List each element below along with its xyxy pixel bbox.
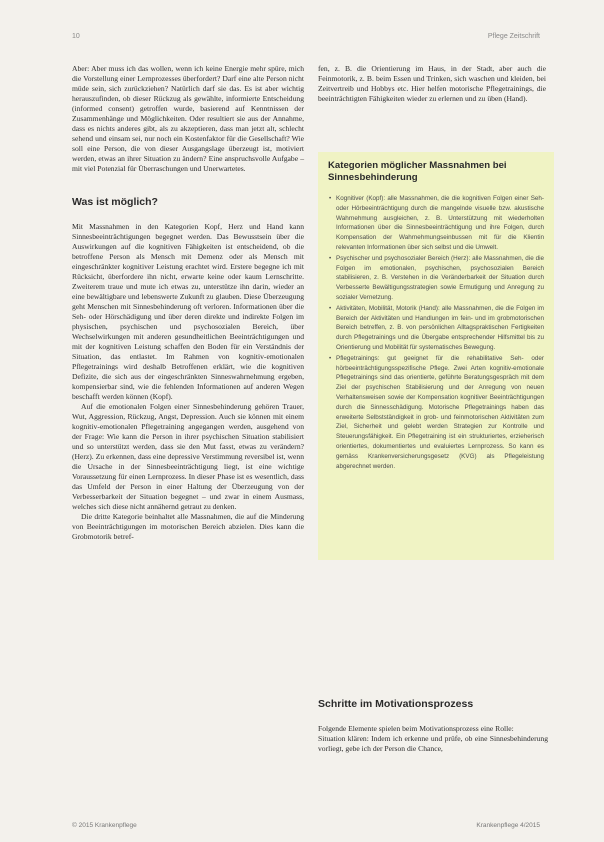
body-paragraph: Situation klären: Indem ich erkenne und prüfe, ob eine Sinnesbehinderung vorliegt, gebe ich der Person die Chance, xyxy=(318,734,548,753)
body-paragraph: Die dritte Kategorie beinhaltet alle Massnahmen, die auf die Minderung von Beeinträchtigungen im motorischen Bereich abzielen. Dies kann die Grobmotorik betref- xyxy=(72,512,304,541)
motivation-section xyxy=(318,698,548,754)
right-column xyxy=(318,64,546,104)
list-item: • Pflegetrainings: gut geeignet für die rehabilitative Seh- oder hörbeeinträchtigungsspezifische Pflege. Zwei Arten kognitiv-emotionale Pflegetrainings sind das orientierte, geführte Beratungsgespräch mit dem Ziel der psychischen Stabilisierung und der Anregung von neuen Verhaltensweisen sowie der Kompensation kognitiver Beeinträchtigungen durch die Sinnesschädigung. Motorische Pflegetrainings haben das erweiterte Selbstständigkeit in grob- und feinmotorischen Aktivitäten zum Ziel, Sicherheit und gelebt werden Strategien zur Kontrolle und Steuerungsfähigkeit. Ein Pflegetraining ist ein strukturiertes, erzieherisch orientiertes, dokumentiertes und evaluiertes Lernprozess. So kann es gemäss Krankenversicherungsgesetz (KVG) als Pflegeleistung abgerechnet werden. xyxy=(336,354,544,472)
page-header xyxy=(72,33,540,45)
list-item: • Kognitiver (Kopf): alle Massnahmen, die die kognitiven Folgen einer Seh- oder Hörbeeinträchtigung durch die mangelnde visuelle bzw. akustische Wahrnehmung ausgleichen, z. B. Unterstützung mit wiederholten Informationen über die Sinnesbeeinträchtigung und ihre Folgen, durch Kompensation der Wahrnehmungseinbussen mit für die Klientin relevanten Informationen über sich selbst und die Umwelt. xyxy=(336,194,544,253)
section-heading-moeglich: Was ist möglich? xyxy=(72,196,158,208)
section-heading-motivation: Schritte im Motivationsprozess xyxy=(318,698,474,710)
body-paragraph: Auf die emotionalen Folgen einer Sinnesbehinderung gehören Trauer, Wut, Aggression, Rückzug, Angst, Depression. Auch sie können mit einem kognitiv-emotionalen Pflegetraining angegangen werden, ausgehend von der Frage: Wie kann die Person in ihrer psychischen Situation stabilisiert und so unterstützt werden, dass sie den Mut fasst, etwas zu verändern? (Herz). Zu erkennen, dass eine depressive Verstimmung reversibel ist, wenn die Ursache in der Sinnesbeeinträchtigung liegt, ist eine wichtige Voraussetzung für einen Lernprozess. In dieser Phase ist es wesentlich, dass das Umfeld der Person in einer Haltung der Überzeugung von der Verbesserbarkeit der Situation begegnet – und zwar in einem Ausmass, welches sich diese nicht annähernd getraut zu denken. xyxy=(72,402,304,511)
list-item: • Psychischer und psychosozialer Bereich (Herz): alle Massnahmen, die die Folgen im emotionalen, psychischen, psychosozialen Bereich stabilisieren, z. B. Verstehen in die Veränderbarkeit der Situation durch Verbesserte Bewältigungsstrategien sowie Ermutigung und Anregung zu sozialer Vernetzung. xyxy=(336,254,544,303)
page-number: 10 xyxy=(72,33,80,40)
info-box xyxy=(318,152,554,560)
footer-copyright: © 2015 Krankenpflege xyxy=(72,822,137,829)
continued-paragraph: fen, z. B. die Orientierung im Haus, in der Stadt, aber auch die Feinmotorik, z. B. beim Essen und Trinken, sich waschen und kleiden, bei Zeitvertreib und Hobbys etc. Hier helfen motorische Pflegetrainings, die beeinträchtigten Fähigkeiten wieder zu erlernen und zu üben (Hand). xyxy=(318,64,546,103)
footer-issue: Krankenpflege 4/2015 xyxy=(476,822,540,829)
page-footer xyxy=(72,822,540,832)
box-list xyxy=(328,194,544,471)
intro-paragraph: Aber: Aber muss ich das wollen, wenn ich keine Energie mehr spüre, mich die Vorstellung einer Lernprozesses überfordert? Darf eine alte Person nicht müde sein, sich zurückziehen? Natürlich darf sie das. Es ist aber wichtig herauszufinden, ob dieser Rückzug als gewählte, informierte Entscheidung (informed consent) getroffen wurde, basierend auf Kenntnissen der Zusammenhänge und Möglichkeiten. Oder resultiert sie aus der Annahme, dass es nichts anderes gibt, als zu akzeptieren, dass man jetzt alt, schlecht sehend und einsam sei, nur noch ein Kostenfaktor für die Gesellschaft? Wie soll eine Person, die von dieser Ausgangslage überzeugt ist, motiviert werden, etwas an ihrer Situation zu ändern? Eine anspruchsvolle Aufgabe – mit viel Potenzial für Überraschungen und Unerwartetes. xyxy=(72,64,304,173)
list-item: • Aktivitäten, Mobilität, Motorik (Hand): alle Massnahmen, die die Folgen im Bereich der Aktivitäten und Handlungen im fein- und im grobmotorischen Bereich betreffen, z. B. von persönlichen Alltagspraktischen Fertigkeiten durch Pflegetrainings und die Übergabe entsprechender Hilfsmittel bis zu Orientierung und Mobilität für systematisches Bewegung. xyxy=(336,304,544,353)
left-column xyxy=(72,64,304,542)
box-title: Kategorien möglicher Massnahmen bei Sinnesbehinderung xyxy=(328,160,507,183)
magazine-name: Pflege Zeitschrift xyxy=(487,33,540,40)
body-paragraph: Folgende Elemente spielen beim Motivationsprozess eine Rolle: xyxy=(318,724,514,733)
body-paragraph: Mit Massnahmen in den Kategorien Kopf, Herz und Hand kann Sinnesbeeinträchtigungen begegnet werden. Das Bewusstsein über die Auswirkungen auf die kognitiven Fähigkeiten ist entscheidend, ob die betroffene Person als Mensch mit Demenz oder als Mensch mit eingeschränkter kognitiver Leistung erachtet wird. Erstere begegne ich mit Rücksicht, überfordere ihn nicht, erwarte keine oder kaum Lernschritte. Zweiterem traue und mute ich etwas zu, unterstütze ihn darin, wieder an eine bewältigbare und lebenswerte Zukunft zu glauben. Diese Überzeugung geht Menschen mit Sinnesbehinderung oft verloren. Informationen über die Seh- oder Hörschädigung und über deren direkte und indirekte Folgen im physischen, psychischen und psychosozialen Bereich, über Wechselwirkungen mit anderen gesundheitlichen Beeinträchtigungen und mit der kognitiven Leistung schaffen den Boden für ein Verständnis der Situation, das entlastet. Im Rahmen von kognitiv-emotionalen Pflegetrainings wird deshalb Betroffenen erklärt, wie die kognitiven Defizite, die sich aus der eingeschränkten Sinneswahrnehmung ergeben, kompensierbar sind, wie die fehlenden Informationen auf anderen Wegen beschafft werden können (Kopf). xyxy=(72,222,304,401)
